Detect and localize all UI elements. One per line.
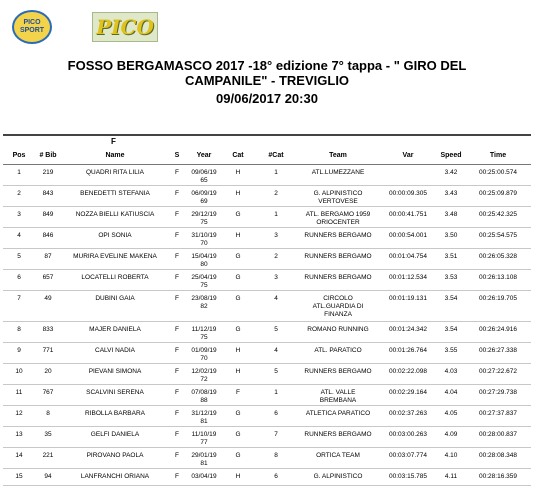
cell-year: 29/01/19 81: [191, 452, 217, 467]
cell-team: ATL. BERGAMO 1959 ORIOCENTER: [305, 211, 371, 226]
cell-time: 00:25:42.325: [479, 211, 517, 218]
cell-pos: 8: [17, 326, 21, 333]
cell-var: 00:01:26.764: [389, 347, 427, 354]
table-header-row: [3, 148, 531, 165]
cell-var: 00:03:00.263: [389, 431, 427, 438]
cell-team: RUNNERS BERGAMO: [304, 431, 372, 438]
cell-pos: 9: [17, 347, 21, 354]
cell-bib: 657: [42, 274, 54, 281]
cell-s: F: [175, 274, 179, 281]
cell-year: 23/08/19 82: [191, 295, 217, 310]
cell-s: F: [175, 253, 179, 260]
cell-ncat: 7: [274, 431, 278, 438]
cell-time: 00:27:29.738: [479, 389, 517, 396]
column-header-pos: Pos: [12, 152, 26, 159]
cell-team: ATL. PARATICO: [314, 347, 362, 354]
cell-speed: 4.03: [444, 368, 458, 375]
cell-bib: 219: [42, 169, 54, 176]
cell-year: 11/10/19 77: [191, 431, 217, 446]
cell-year: 11/12/19 75: [191, 326, 217, 341]
cell-name: BENEDETTI STEFANIA: [80, 190, 150, 197]
table-row: [3, 228, 531, 249]
cell-s: F: [175, 410, 179, 417]
logos: [12, 6, 172, 48]
cell-pos: 4: [17, 232, 21, 239]
cell-name: QUADRI RITA LILIA: [85, 169, 145, 176]
table-row: [3, 165, 531, 186]
pico-sport-logo: PICO SPORT: [12, 10, 52, 44]
cell-bib: 87: [44, 253, 52, 260]
cell-team: ORTICA TEAM: [316, 452, 360, 459]
cell-bib: 846: [42, 232, 54, 239]
cell-team: RUNNERS BERGAMO: [304, 232, 372, 239]
cell-team: G. ALPINISTICO VERTOVESE: [313, 190, 363, 205]
cell-speed: 4.09: [444, 431, 458, 438]
cell-var: 00:00:54.001: [389, 232, 427, 239]
cell-speed: 3.48: [444, 211, 458, 218]
cell-pos: 6: [17, 274, 21, 281]
cell-name: PIROVANO PAOLA: [86, 452, 144, 459]
cell-bib: 771: [42, 347, 54, 354]
cell-speed: 3.51: [444, 253, 458, 260]
cell-time: 00:26:24.916: [479, 326, 517, 333]
cell-ncat: 4: [274, 295, 278, 302]
table-row: [3, 364, 531, 385]
cell-var: 00:01:04.754: [389, 253, 427, 260]
cell-cat: H: [235, 347, 241, 354]
cell-ncat: 5: [274, 326, 278, 333]
cell-year: 12/02/19 72: [191, 368, 217, 383]
cell-name: LOCATELLI ROBERTA: [81, 274, 149, 281]
cell-s: F: [175, 452, 179, 459]
table-row: [3, 186, 531, 207]
cell-name: PIEVANI SIMONA: [88, 368, 142, 375]
table-row: [3, 291, 531, 322]
cell-time: 00:26:27.338: [479, 347, 517, 354]
cell-speed: 3.54: [444, 326, 458, 333]
cell-speed: 4.05: [444, 410, 458, 417]
cell-pos: 10: [15, 368, 23, 375]
cell-year: 25/04/19 75: [191, 274, 217, 289]
cell-pos: 12: [15, 410, 23, 417]
cell-pos: 1: [17, 169, 21, 176]
cell-name: OPI SONIA: [98, 232, 132, 239]
cell-cat: G: [235, 274, 241, 281]
cell-team: ATL.LUMEZZANE: [311, 169, 365, 176]
cell-name: CALVI NADIA: [95, 347, 135, 354]
cell-bib: 833: [42, 326, 54, 333]
table-row: [3, 322, 531, 343]
cell-bib: 94: [44, 473, 52, 480]
cell-s: F: [175, 211, 179, 218]
cell-pos: 15: [15, 473, 23, 480]
cell-ncat: 6: [274, 473, 278, 480]
cell-cat: G: [235, 253, 241, 260]
cell-speed: 4.11: [444, 473, 458, 480]
cell-speed: 3.53: [444, 274, 458, 281]
cell-year: 03/04/19: [191, 473, 217, 480]
cell-speed: 3.54: [444, 295, 458, 302]
table-row: [3, 448, 531, 469]
cell-year: 31/10/19 70: [191, 232, 217, 247]
cell-cat: G: [235, 211, 241, 218]
table-row: [3, 469, 531, 486]
cell-s: F: [175, 232, 179, 239]
column-header-year: Year: [196, 152, 212, 159]
cell-speed: 4.04: [444, 389, 458, 396]
cell-name: DUBINI GAIA: [95, 295, 135, 302]
results-table: [3, 134, 531, 486]
cell-ncat: 1: [274, 211, 278, 218]
cell-ncat: 1: [274, 169, 278, 176]
cell-team: ATL. VALLE BREMBANA: [319, 389, 357, 404]
cell-name: SCALVINI SERENA: [86, 389, 144, 396]
cell-ncat: 3: [274, 274, 278, 281]
cell-pos: 7: [17, 295, 21, 302]
cell-var: 00:03:15.785: [389, 473, 427, 480]
cell-cat: G: [235, 326, 241, 333]
cell-bib: 843: [42, 190, 54, 197]
cell-cat: F: [236, 389, 240, 396]
cell-cat: G: [235, 410, 241, 417]
cell-bib: 49: [44, 295, 52, 302]
pico-logo: PICO: [92, 12, 158, 42]
cell-speed: 3.42: [444, 169, 458, 176]
cell-year: 06/09/19 69: [191, 190, 217, 205]
table-row: [3, 270, 531, 291]
cell-year: 01/09/19 70: [191, 347, 217, 362]
column-header-name: Name: [105, 152, 125, 159]
cell-s: F: [175, 473, 179, 480]
column-header-team: Team: [329, 152, 347, 159]
cell-pos: 3: [17, 211, 21, 218]
cell-time: 00:27:22.672: [479, 368, 517, 375]
cell-year: 09/06/19 65: [191, 169, 217, 184]
cell-cat: G: [235, 295, 241, 302]
cell-team: ROMANO RUNNING: [307, 326, 369, 333]
cell-pos: 5: [17, 253, 21, 260]
cell-ncat: 3: [274, 232, 278, 239]
cell-time: 00:26:19.705: [479, 295, 517, 302]
cell-s: F: [175, 295, 179, 302]
cell-s: F: [175, 169, 179, 176]
cell-name: LANFRANCHI ORIANA: [80, 473, 150, 480]
cell-time: 00:26:13.108: [479, 274, 517, 281]
cell-ncat: 2: [274, 190, 278, 197]
cell-bib: 35: [44, 431, 52, 438]
cell-time: 00:25:54.575: [479, 232, 517, 239]
cell-bib: 849: [42, 211, 54, 218]
cell-ncat: 4: [274, 347, 278, 354]
cell-speed: 3.55: [444, 347, 458, 354]
cell-name: MAJER DANIELA: [89, 326, 141, 333]
cell-cat: G: [235, 431, 241, 438]
cell-team: RUNNERS BERGAMO: [304, 274, 372, 281]
cell-ncat: 6: [274, 410, 278, 417]
cell-time: 00:27:37.837: [479, 410, 517, 417]
cell-var: 00:01:12.534: [389, 274, 427, 281]
cell-var: 00:01:19.131: [389, 295, 427, 302]
cell-var: 00:01:24.342: [389, 326, 427, 333]
table-body: [3, 165, 531, 486]
cell-speed: 3.43: [444, 190, 458, 197]
cell-ncat: 2: [274, 253, 278, 260]
cell-bib: 20: [44, 368, 52, 375]
column-header-var: Var: [402, 152, 414, 159]
cell-ncat: 8: [274, 452, 278, 459]
table-row: [3, 207, 531, 228]
cell-s: F: [175, 326, 179, 333]
cell-cat: H: [235, 169, 241, 176]
cell-s: F: [175, 431, 179, 438]
cell-name: MURIRA EVELINE MAKENA: [73, 253, 157, 260]
cell-pos: 11: [15, 389, 23, 396]
cell-cat: H: [235, 368, 241, 375]
cell-time: 00:28:08.348: [479, 452, 517, 459]
column-header-cat: Cat: [232, 152, 244, 159]
cell-bib: 221: [42, 452, 54, 459]
cell-speed: 3.50: [444, 232, 458, 239]
cell-cat: H: [235, 473, 241, 480]
cell-var: 00:03:07.774: [389, 452, 427, 459]
cell-team: RUNNERS BERGAMO: [304, 253, 372, 260]
cell-time: 00:25:09.879: [479, 190, 517, 197]
page-title-line1: FOSSO BERGAMASCO 2017 -18° edizione 7° tappa - " GIRO DEL: [67, 58, 467, 73]
cell-name: GELFI DANIELA: [90, 431, 140, 438]
cell-bib: 8: [46, 410, 50, 417]
cell-team: G. ALPINISTICO: [313, 473, 363, 480]
cell-team: ATLETICA PARATICO: [305, 410, 371, 417]
cell-cat: G: [235, 452, 241, 459]
cell-time: 00:28:16.359: [479, 473, 517, 480]
cell-var: 00:02:29.164: [389, 389, 427, 396]
cell-cat: H: [235, 190, 241, 197]
table-row: [3, 343, 531, 364]
cell-speed: 4.10: [444, 452, 458, 459]
table-row: [3, 427, 531, 448]
column-header-time: Time: [489, 152, 507, 159]
cell-team: CIRCOLO ATL.GUARDIA DI FINANZA: [312, 295, 364, 318]
column-header-bib: # Bib: [39, 152, 57, 159]
cell-time: 00:25:00.574: [479, 169, 517, 176]
cell-var: 00:02:22.098: [389, 368, 427, 375]
column-header-s: S: [174, 152, 180, 159]
cell-cat: H: [235, 232, 241, 239]
cell-s: F: [175, 368, 179, 375]
cell-year: 31/12/19 81: [191, 410, 217, 425]
page-title-date: 09/06/2017 20:30: [216, 91, 318, 106]
cell-var: 00:00:41.751: [389, 211, 427, 218]
cell-pos: 2: [17, 190, 21, 197]
cell-year: 15/04/19 80: [191, 253, 217, 268]
cell-time: 00:28:00.837: [479, 431, 517, 438]
cell-name: NOZZA BIELLI KATIUSCIA: [75, 211, 155, 218]
cell-ncat: 5: [274, 368, 278, 375]
cell-pos: 14: [15, 452, 23, 459]
cell-ncat: 1: [274, 389, 278, 396]
cell-year: 07/08/19 88: [191, 389, 217, 404]
cell-pos: 13: [15, 431, 23, 438]
cell-time: 00:26:05.328: [479, 253, 517, 260]
column-header-speed: Speed: [440, 152, 462, 159]
column-header-ncat: #Cat: [268, 152, 284, 159]
cell-year: 29/12/19 75: [191, 211, 217, 226]
table-row: [3, 385, 531, 406]
cell-var: 00:00:09.305: [389, 190, 427, 197]
cell-bib: 767: [42, 389, 54, 396]
cell-s: F: [175, 389, 179, 396]
cell-name: RIBOLLA BARBARA: [85, 410, 145, 417]
page-title-line2: CAMPANILE" - TREVIGLIO: [184, 73, 350, 88]
table-row: [3, 406, 531, 427]
cell-s: F: [175, 347, 179, 354]
category-label: F: [111, 137, 116, 146]
cell-team: RUNNERS BERGAMO: [304, 368, 372, 375]
table-row: [3, 249, 531, 270]
cell-s: F: [175, 190, 179, 197]
cell-var: 00:02:37.263: [389, 410, 427, 417]
